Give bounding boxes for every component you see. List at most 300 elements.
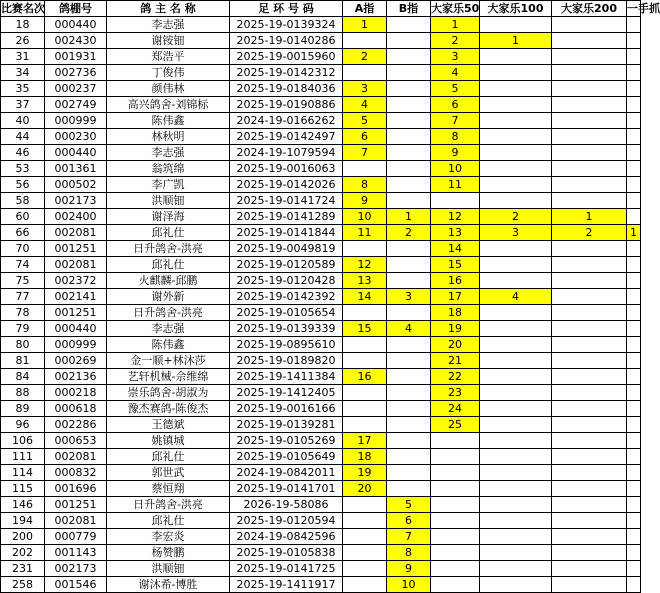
loft-number-cell: 002141 [45,289,107,305]
owner-name-cell: 丁俊伟 [107,65,230,81]
a-index-cell [343,33,387,49]
ring-number-cell: 2025-19-0142497 [230,129,343,145]
dajiale-100-cell [480,241,552,257]
a-index-cell: 9 [343,193,387,209]
dajiale-200-cell: 2 [552,225,627,241]
table-row [1,337,641,353]
b-index-cell [387,81,431,97]
rank-cell: 114 [1,465,45,481]
table-row [1,545,641,561]
b-index-cell [387,65,431,81]
ring-number-cell: 2025-19-0120428 [230,273,343,289]
dajiale-200-cell [552,257,627,273]
yishouzhua-cell [627,145,641,161]
dajiale-200-cell [552,497,627,513]
yishouzhua-cell [627,49,641,65]
dajiale-100-cell [480,385,552,401]
dajiale-100-cell [480,513,552,529]
owner-name-cell: 翁筑绵 [107,161,230,177]
dajiale-100-cell: 1 [480,33,552,49]
table-row [1,305,641,321]
b-index-cell [387,385,431,401]
dajiale-50-cell: 7 [431,113,480,129]
dajiale-100-cell [480,465,552,481]
a-index-cell [343,561,387,577]
owner-name-cell: 李志强 [107,145,230,161]
rank-cell: 35 [1,81,45,97]
a-index-cell: 14 [343,289,387,305]
a-index-cell [343,241,387,257]
dajiale-100-cell [480,337,552,353]
loft-number-cell: 000440 [45,145,107,161]
yishouzhua-cell [627,273,641,289]
yishouzhua-cell [627,545,641,561]
ring-number-cell: 2025-19-0120594 [230,513,343,529]
loft-number-cell: 000618 [45,401,107,417]
dajiale-50-cell [431,449,480,465]
table-row [1,17,641,33]
loft-number-cell: 001251 [45,497,107,513]
owner-name-cell: 豫杰赛鸽-陈俊杰 [107,401,230,417]
yishouzhua-cell [627,209,641,225]
owner-name-cell: 颜伟林 [107,81,230,97]
ring-number-cell: 2025-19-0120589 [230,257,343,273]
table-row [1,81,641,97]
dajiale-100-cell [480,497,552,513]
col-header-dajiale-50: 大家乐50 [431,2,480,15]
dajiale-200-cell [552,561,627,577]
a-index-cell: 7 [343,145,387,161]
dajiale-100-cell: 3 [480,225,552,241]
b-index-cell [387,129,431,145]
table-row [1,369,641,385]
owner-name-cell: 邱礼仕 [107,225,230,241]
dajiale-200-cell [552,177,627,193]
ring-number-cell: 2025-19-0895610 [230,337,343,353]
ring-number-cell: 2025-19-0105654 [230,305,343,321]
yishouzhua-cell [627,305,641,321]
yishouzhua-cell [627,577,641,593]
dajiale-50-cell: 1 [431,17,480,33]
loft-number-cell: 000230 [45,129,107,145]
dajiale-50-cell: 4 [431,65,480,81]
ring-number-cell: 2025-19-0189820 [230,353,343,369]
ring-number-cell: 2025-19-0140286 [230,33,343,49]
a-index-cell: 20 [343,481,387,497]
rank-cell: 194 [1,513,45,529]
b-index-cell [387,145,431,161]
ring-number-cell: 2025-19-0141844 [230,225,343,241]
table-row [1,577,641,593]
dajiale-50-cell [431,529,480,545]
b-index-cell [387,481,431,497]
a-index-cell [343,401,387,417]
dajiale-200-cell: 1 [552,209,627,225]
b-index-cell [387,97,431,113]
yishouzhua-cell [627,97,641,113]
rank-cell: 77 [1,289,45,305]
ring-number-cell: 2025-19-0142312 [230,65,343,81]
dajiale-100-cell [480,353,552,369]
loft-number-cell: 001361 [45,161,107,177]
dajiale-50-cell: 21 [431,353,480,369]
dajiale-50-cell [431,513,480,529]
dajiale-200-cell [552,545,627,561]
b-index-cell: 4 [387,321,431,337]
rank-cell: 88 [1,385,45,401]
yishouzhua-cell [627,385,641,401]
dajiale-100-cell [480,417,552,433]
dajiale-100-cell [480,257,552,273]
a-index-cell: 12 [343,257,387,273]
dajiale-200-cell [552,241,627,257]
dajiale-100-cell [480,529,552,545]
yishouzhua-cell [627,177,641,193]
table-row [1,433,641,449]
dajiale-50-cell: 13 [431,225,480,241]
dajiale-100-cell [480,577,552,593]
ring-number-cell: 2026-19-58086 [230,497,343,513]
loft-number-cell: 002081 [45,257,107,273]
b-index-cell [387,161,431,177]
dajiale-100-cell [480,433,552,449]
table-row [1,273,641,289]
b-index-cell: 2 [387,225,431,241]
rank-cell: 231 [1,561,45,577]
rank-cell: 80 [1,337,45,353]
b-index-cell [387,337,431,353]
dajiale-200-cell [552,81,627,97]
a-index-cell [343,65,387,81]
yishouzhua-cell [627,129,641,145]
rank-cell: 115 [1,481,45,497]
dajiale-100-cell [480,17,552,33]
ring-number-cell: 2024-19-1079594 [230,145,343,161]
loft-number-cell: 002286 [45,417,107,433]
rank-cell: 106 [1,433,45,449]
dajiale-50-cell [431,577,480,593]
owner-name-cell: 李志强 [107,321,230,337]
dajiale-200-cell [552,385,627,401]
dajiale-50-cell: 2 [431,33,480,49]
rank-cell: 74 [1,257,45,273]
loft-number-cell: 000218 [45,385,107,401]
yishouzhua-cell [627,161,641,177]
ring-number-cell: 2025-19-0141724 [230,193,343,209]
table-row [1,353,641,369]
owner-name-cell: 杨赞鹏 [107,545,230,561]
rank-cell: 84 [1,369,45,385]
dajiale-200-cell [552,369,627,385]
a-index-cell: 5 [343,113,387,129]
loft-number-cell: 000440 [45,17,107,33]
a-index-cell [343,417,387,433]
dajiale-100-cell [480,369,552,385]
dajiale-100-cell [480,481,552,497]
table-row [1,97,641,113]
yishouzhua-cell [627,401,641,417]
dajiale-200-cell [552,465,627,481]
ring-number-cell: 2025-19-1411384 [230,369,343,385]
table-row [1,209,641,225]
a-index-cell [343,161,387,177]
loft-number-cell: 000269 [45,353,107,369]
yishouzhua-cell [627,481,641,497]
owner-name-cell: 日升鸽舍-洪亮 [107,305,230,321]
table-row [1,145,641,161]
b-index-cell [387,433,431,449]
dajiale-100-cell [480,97,552,113]
b-index-cell: 1 [387,209,431,225]
dajiale-100-cell [480,193,552,209]
ring-number-cell: 2025-19-0105838 [230,545,343,561]
dajiale-50-cell: 25 [431,417,480,433]
dajiale-100-cell [480,561,552,577]
dajiale-50-cell: 20 [431,337,480,353]
yishouzhua-cell [627,81,641,97]
loft-number-cell: 002173 [45,193,107,209]
table-row [1,561,641,577]
a-index-cell: 17 [343,433,387,449]
dajiale-50-cell: 23 [431,385,480,401]
ring-number-cell: 2025-19-0105269 [230,433,343,449]
rank-cell: 56 [1,177,45,193]
dajiale-200-cell [552,321,627,337]
loft-number-cell: 000779 [45,529,107,545]
dajiale-50-cell [431,497,480,513]
b-index-cell [387,417,431,433]
owner-name-cell: 艺轩机械-佘维绵 [107,369,230,385]
table-row [1,449,641,465]
dajiale-100-cell [480,129,552,145]
ring-number-cell: 2025-19-0015960 [230,49,343,65]
rank-cell: 34 [1,65,45,81]
rank-cell: 60 [1,209,45,225]
dajiale-50-cell: 22 [431,369,480,385]
yishouzhua-cell [627,337,641,353]
table-row [1,161,641,177]
ring-number-cell: 2025-19-0139339 [230,321,343,337]
dajiale-50-cell: 10 [431,161,480,177]
table-row [1,529,641,545]
dajiale-50-cell [431,545,480,561]
b-index-cell [387,273,431,289]
loft-number-cell: 001251 [45,305,107,321]
a-index-cell [343,577,387,593]
dajiale-100-cell [480,273,552,289]
ring-number-cell: 2025-19-0105649 [230,449,343,465]
b-index-cell [387,465,431,481]
owner-name-cell: 李宏炎 [107,529,230,545]
owner-name-cell: 火麒麟-邱鹏 [107,273,230,289]
dajiale-100-cell [480,49,552,65]
owner-name-cell: 郭世武 [107,465,230,481]
dajiale-50-cell: 11 [431,177,480,193]
dajiale-200-cell [552,97,627,113]
yishouzhua-cell [627,353,641,369]
ring-number-cell: 2025-19-0142026 [230,177,343,193]
yishouzhua-cell [627,529,641,545]
dajiale-200-cell [552,193,627,209]
col-header-dajiale-200: 大家乐200 [552,1,627,17]
owner-name-cell: 谢铵钿 [107,33,230,49]
table-row [1,321,641,337]
a-index-cell: 16 [343,369,387,385]
dajiale-50-cell: 24 [431,401,480,417]
a-index-cell: 18 [343,449,387,465]
dajiale-100-cell [480,449,552,465]
table-row [1,513,641,529]
rank-cell: 202 [1,545,45,561]
yishouzhua-cell [627,449,641,465]
ring-number-cell: 2025-19-1412405 [230,385,343,401]
dajiale-200-cell [552,401,627,417]
col-header-a-index: A指 [343,1,387,17]
table-row [1,193,641,209]
table-row [1,225,641,241]
dajiale-200-cell [552,129,627,145]
owner-name-cell: 李志强 [107,17,230,33]
loft-number-cell: 001931 [45,49,107,65]
loft-number-cell: 000237 [45,81,107,97]
table-row [1,65,641,81]
yishouzhua-cell [627,513,641,529]
ring-number-cell: 2024-19-0166262 [230,113,343,129]
a-index-cell [343,529,387,545]
dajiale-100-cell [480,401,552,417]
dajiale-200-cell [552,161,627,177]
rank-cell: 66 [1,225,45,241]
loft-number-cell: 000440 [45,321,107,337]
b-index-cell [387,241,431,257]
dajiale-100-cell [480,305,552,321]
dajiale-200-cell [552,17,627,33]
b-index-cell [387,449,431,465]
b-index-cell [387,113,431,129]
col-header-loft-number: 鸽棚号 [45,1,107,17]
owner-name-cell: 谢沐希-博胜 [107,577,230,593]
dajiale-50-cell: 5 [431,81,480,97]
rank-cell: 70 [1,241,45,257]
loft-number-cell: 000502 [45,177,107,193]
loft-number-cell: 001143 [45,545,107,561]
dajiale-50-cell: 18 [431,305,480,321]
loft-number-cell: 002372 [45,273,107,289]
dajiale-50-cell: 14 [431,241,480,257]
dajiale-200-cell [552,529,627,545]
loft-number-cell: 002136 [45,369,107,385]
ring-number-cell: 2025-19-0139281 [230,417,343,433]
dajiale-200-cell [552,289,627,305]
a-index-cell: 2 [343,49,387,65]
col-header-yishouzhua: 一手抓 [627,2,660,15]
loft-number-cell: 000999 [45,113,107,129]
rank-cell: 200 [1,529,45,545]
b-index-cell: 7 [387,529,431,545]
b-index-cell [387,177,431,193]
b-index-cell: 5 [387,497,431,513]
dajiale-200-cell [552,481,627,497]
rank-cell: 258 [1,577,45,593]
b-index-cell [387,49,431,65]
owner-name-cell: 谢泽海 [107,209,230,225]
a-index-cell: 4 [343,97,387,113]
loft-number-cell: 002173 [45,561,107,577]
b-index-cell [387,401,431,417]
owner-name-cell: 金一顺+林沐莎 [107,353,230,369]
dajiale-50-cell [431,481,480,497]
yishouzhua-cell [627,433,641,449]
ring-number-cell: 2025-19-0139324 [230,17,343,33]
dajiale-100-cell [480,177,552,193]
dajiale-100-cell: 4 [480,289,552,305]
a-index-cell: 6 [343,129,387,145]
table-row [1,177,641,193]
dajiale-50-cell: 15 [431,257,480,273]
col-header-b-index: B指 [387,1,431,17]
rank-cell: 78 [1,305,45,321]
rank-cell: 40 [1,113,45,129]
a-index-cell [343,353,387,369]
ring-number-cell: 2024-19-0842596 [230,529,343,545]
dajiale-200-cell [552,449,627,465]
rank-cell: 46 [1,145,45,161]
yishouzhua-cell [627,561,641,577]
table-row [1,465,641,481]
dajiale-100-cell: 2 [480,209,552,225]
table-row [1,481,641,497]
dajiale-50-cell: 6 [431,97,480,113]
loft-number-cell: 002081 [45,225,107,241]
rank-cell: 18 [1,17,45,33]
yishouzhua-cell [627,65,641,81]
owner-name-cell: 邱礼仕 [107,257,230,273]
ring-number-cell: 2025-19-0142392 [230,289,343,305]
rank-cell: 31 [1,49,45,65]
yishouzhua-cell [627,257,641,273]
rank-cell: 44 [1,129,45,145]
a-index-cell: 8 [343,177,387,193]
dajiale-100-cell [480,145,552,161]
owner-name-cell: 王德斌 [107,417,230,433]
rank-cell: 37 [1,97,45,113]
dajiale-50-cell: 12 [431,209,480,225]
a-index-cell: 3 [343,81,387,97]
a-index-cell: 11 [343,225,387,241]
dajiale-200-cell [552,513,627,529]
dajiale-50-cell [431,465,480,481]
dajiale-200-cell [552,577,627,593]
rank-cell: 79 [1,321,45,337]
a-index-cell: 15 [343,321,387,337]
ring-number-cell: 2025-19-0049819 [230,241,343,257]
a-index-cell: 13 [343,273,387,289]
loft-number-cell: 001696 [45,481,107,497]
loft-number-cell: 002749 [45,97,107,113]
owner-name-cell: 邱礼仕 [107,513,230,529]
owner-name-cell: 洪顺钿 [107,561,230,577]
dajiale-50-cell: 3 [431,49,480,65]
dajiale-50-cell: 19 [431,321,480,337]
dajiale-50-cell: 17 [431,289,480,305]
col-header-rank: 比赛名次 [1,2,45,15]
rank-cell: 96 [1,417,45,433]
loft-number-cell: 002430 [45,33,107,49]
dajiale-200-cell [552,273,627,289]
rank-cell: 26 [1,33,45,49]
loft-number-cell: 000999 [45,337,107,353]
owner-name-cell: 蔡恒翔 [107,481,230,497]
